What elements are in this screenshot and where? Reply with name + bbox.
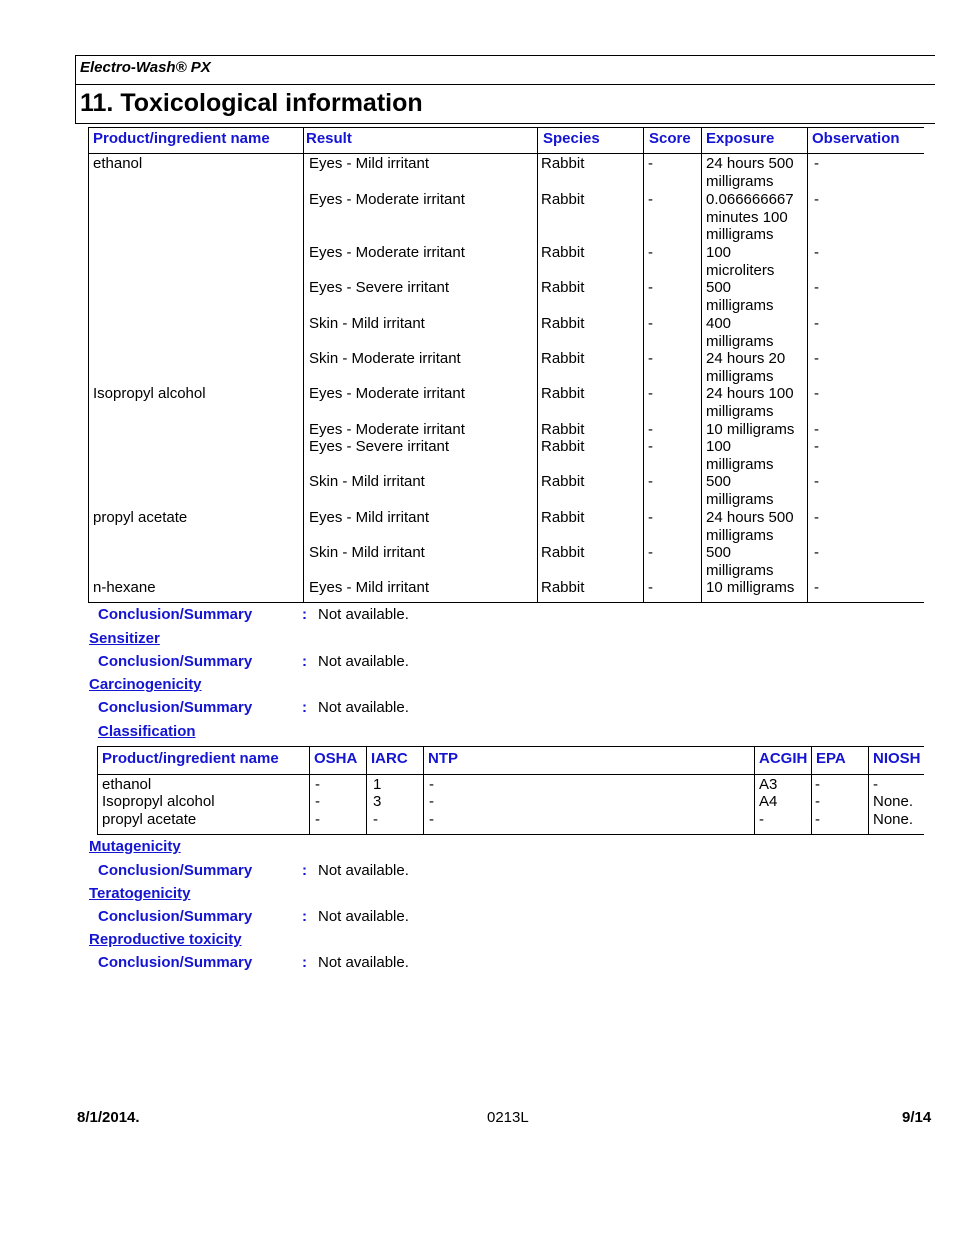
exposure-line: milligrams (706, 332, 774, 350)
score-cell: - (648, 473, 653, 490)
col-header-name: Product/ingredient name (102, 750, 279, 767)
score-cell: - (648, 350, 653, 367)
classification-name-cell: propyl acetate (102, 811, 197, 828)
score-cell: - (648, 315, 653, 332)
exposure-cell (706, 438, 774, 473)
species-cell: Rabbit (541, 473, 585, 490)
col-header-name: Product/ingredient name (93, 130, 270, 147)
classification-epa-cell: - (815, 776, 820, 793)
exposure-cell (706, 473, 774, 508)
conclusion-value: Not available. (318, 954, 409, 971)
exposure-cell (706, 385, 794, 420)
result-cell: Skin - Mild irritant (309, 315, 425, 332)
species-cell: Rabbit (541, 438, 585, 455)
exposure-line: 24 hours 20 (706, 350, 786, 367)
exposure-cell (706, 244, 774, 279)
col-divider (366, 746, 367, 835)
species-cell: Rabbit (541, 191, 585, 208)
table-top-border (88, 127, 924, 128)
colon: : (302, 653, 307, 670)
result-cell: Eyes - Moderate irritant (309, 385, 465, 402)
col-header-ntp: NTP (428, 750, 458, 767)
col-divider (303, 127, 304, 603)
col-divider (537, 127, 538, 603)
col-header-observation: Observation (812, 130, 900, 147)
ingredient-name-cell: n-hexane (93, 579, 156, 596)
col-header-species: Species (543, 130, 600, 147)
exposure-cell (706, 279, 774, 314)
species-cell: Rabbit (541, 579, 585, 596)
exposure-cell (706, 350, 785, 385)
species-cell: Rabbit (541, 279, 585, 296)
colon: : (302, 862, 307, 879)
observation-cell: - (814, 244, 819, 261)
carcinogenicity-link[interactable]: Carcinogenicity (89, 676, 202, 693)
col-divider (701, 127, 702, 603)
exposure-line: 10 milligrams (706, 421, 795, 438)
col-divider (643, 127, 644, 603)
species-cell: Rabbit (541, 315, 585, 332)
observation-cell: - (814, 579, 819, 596)
col-divider (97, 746, 98, 835)
col-divider (811, 746, 812, 835)
result-cell: Eyes - Mild irritant (309, 509, 430, 526)
species-cell: Rabbit (541, 155, 585, 172)
col-header-osha: OSHA (314, 750, 358, 767)
col-divider (88, 127, 89, 603)
classification-osha-cell: - (315, 793, 320, 810)
exposure-line: milligrams (706, 172, 774, 190)
table-top-border (97, 746, 924, 747)
conclusion-value: Not available. (318, 606, 409, 623)
score-cell: - (648, 509, 653, 526)
exposure-cell (706, 509, 794, 544)
exposure-cell (706, 544, 774, 579)
conclusion-label: Conclusion/Summary (98, 908, 253, 925)
exposure-line: milligrams (706, 226, 774, 243)
exposure-line: 10 milligrams (706, 579, 795, 596)
classification-epa-cell: - (815, 811, 820, 828)
col-header-exposure: Exposure (706, 130, 775, 147)
exposure-line: milligrams (706, 455, 774, 473)
classification-link[interactable]: Classification (98, 723, 196, 740)
exposure-line: milligrams (706, 561, 774, 579)
result-cell: Eyes - Mild irritant (309, 579, 430, 596)
species-cell: Rabbit (541, 350, 585, 367)
score-cell: - (648, 421, 653, 438)
observation-cell: - (814, 191, 819, 208)
score-cell: - (648, 438, 653, 455)
colon: : (302, 908, 307, 925)
conclusion-value: Not available. (318, 699, 409, 716)
product-name: Electro-Wash® PX (80, 59, 211, 76)
score-cell: - (648, 544, 653, 561)
exposure-line: 400 (706, 315, 732, 332)
exposure-line: milligrams (706, 296, 774, 314)
result-cell: Skin - Mild irritant (309, 473, 425, 490)
observation-cell: - (814, 438, 819, 455)
classification-niosh-cell: None. (873, 811, 914, 828)
teratogenicity-link[interactable]: Teratogenicity (89, 885, 191, 902)
col-header-score: Score (649, 130, 691, 147)
conclusion-label: Conclusion/Summary (98, 653, 253, 670)
table-header-divider (97, 774, 924, 775)
exposure-cell (706, 315, 774, 350)
footer-date: 8/1/2014. (77, 1109, 140, 1126)
section-title: 11. Toxicological information (80, 89, 423, 117)
classification-acgih-cell: A3 (759, 776, 778, 793)
conclusion-value: Not available. (318, 908, 409, 925)
conclusion-value: Not available. (318, 862, 409, 879)
classification-iarc-cell: 1 (373, 776, 382, 793)
exposure-line: 0.066666667 (706, 191, 794, 208)
result-cell: Skin - Moderate irritant (309, 350, 461, 367)
classification-acgih-cell: - (759, 811, 764, 828)
exposure-line: milligrams (706, 526, 774, 544)
score-cell: - (648, 385, 653, 402)
result-cell: Eyes - Mild irritant (309, 155, 430, 172)
exposure-cell (706, 579, 794, 597)
classification-epa-cell: - (815, 793, 820, 810)
exposure-line: 24 hours 500 (706, 155, 794, 172)
classification-ntp-cell: - (429, 793, 434, 810)
species-cell: Rabbit (541, 421, 585, 438)
observation-cell: - (814, 155, 819, 172)
col-header-epa: EPA (816, 750, 846, 767)
exposure-line: 100 (706, 438, 732, 455)
observation-cell: - (814, 544, 819, 561)
classification-ntp-cell: - (429, 811, 434, 828)
classification-name-cell: ethanol (102, 776, 152, 793)
reproductive-toxicity-link[interactable]: Reproductive toxicity (89, 931, 242, 948)
table-bottom-border (97, 834, 924, 835)
col-header-iarc: IARC (371, 750, 408, 767)
table-header-divider (88, 153, 924, 154)
conclusion-label: Conclusion/Summary (98, 862, 253, 879)
conclusion-label: Conclusion/Summary (98, 699, 253, 716)
colon: : (302, 699, 307, 716)
sensitizer-link[interactable]: Sensitizer (89, 630, 160, 647)
classification-iarc-cell: 3 (373, 793, 382, 810)
conclusion-value: Not available. (318, 653, 409, 670)
result-cell: Eyes - Moderate irritant (309, 191, 465, 208)
result-cell: Eyes - Moderate irritant (309, 244, 465, 261)
score-cell: - (648, 191, 653, 208)
ingredient-name-cell: propyl acetate (93, 509, 188, 526)
col-header-niosh: NIOSH (873, 750, 921, 767)
exposure-line: 500 (706, 473, 732, 490)
col-header-result: Result (306, 130, 352, 147)
score-cell: - (648, 155, 653, 172)
species-cell: Rabbit (541, 544, 585, 561)
colon: : (302, 606, 307, 623)
observation-cell: - (814, 473, 819, 490)
score-cell: - (648, 244, 653, 261)
exposure-line: minutes 100 (706, 208, 788, 226)
col-divider (309, 746, 310, 835)
conclusion-label: Conclusion/Summary (98, 606, 253, 623)
observation-cell: - (814, 315, 819, 332)
observation-cell: - (814, 421, 819, 438)
exposure-line: milligrams (706, 367, 774, 385)
species-cell: Rabbit (541, 509, 585, 526)
classification-osha-cell: - (315, 811, 320, 828)
classification-niosh-cell: - (873, 776, 878, 793)
classification-acgih-cell: A4 (759, 793, 778, 810)
score-cell: - (648, 579, 653, 596)
conclusion-label: Conclusion/Summary (98, 954, 253, 971)
col-header-acgih: ACGIH (759, 750, 808, 767)
observation-cell: - (814, 279, 819, 296)
result-cell: Eyes - Severe irritant (309, 279, 450, 296)
col-divider (807, 127, 808, 603)
classification-name-cell: Isopropyl alcohol (102, 793, 215, 810)
exposure-line: 24 hours 500 (706, 509, 794, 526)
footer-code: 0213L (487, 1109, 529, 1126)
exposure-line: microliters (706, 261, 775, 279)
table-bottom-border (88, 602, 924, 603)
exposure-cell (706, 191, 794, 244)
exposure-line: 24 hours 100 (706, 385, 794, 402)
exposure-cell (706, 155, 794, 190)
species-cell: Rabbit (541, 385, 585, 402)
classification-ntp-cell: - (429, 776, 434, 793)
exposure-cell (706, 421, 794, 439)
observation-cell: - (814, 385, 819, 402)
score-cell: - (648, 279, 653, 296)
col-divider (423, 746, 424, 835)
classification-niosh-cell: None. (873, 793, 914, 810)
result-cell: Eyes - Moderate irritant (309, 421, 465, 438)
col-divider (754, 746, 755, 835)
species-cell: Rabbit (541, 244, 585, 261)
classification-osha-cell: - (315, 776, 320, 793)
exposure-line: 500 (706, 279, 732, 296)
classification-iarc-cell: - (373, 811, 378, 828)
exposure-line: 500 (706, 544, 732, 561)
ingredient-name-cell: ethanol (93, 155, 143, 172)
footer-page-number: 9/14 (902, 1109, 932, 1126)
colon: : (302, 954, 307, 971)
exposure-line: milligrams (706, 402, 774, 420)
ingredient-name-cell: Isopropyl alcohol (93, 385, 206, 402)
observation-cell: - (814, 350, 819, 367)
result-cell: Eyes - Severe irritant (309, 438, 450, 455)
exposure-line: milligrams (706, 490, 774, 508)
mutagenicity-link[interactable]: Mutagenicity (89, 838, 181, 855)
observation-cell: - (814, 509, 819, 526)
exposure-line: 100 (706, 244, 732, 261)
col-divider (868, 746, 869, 835)
result-cell: Skin - Mild irritant (309, 544, 425, 561)
